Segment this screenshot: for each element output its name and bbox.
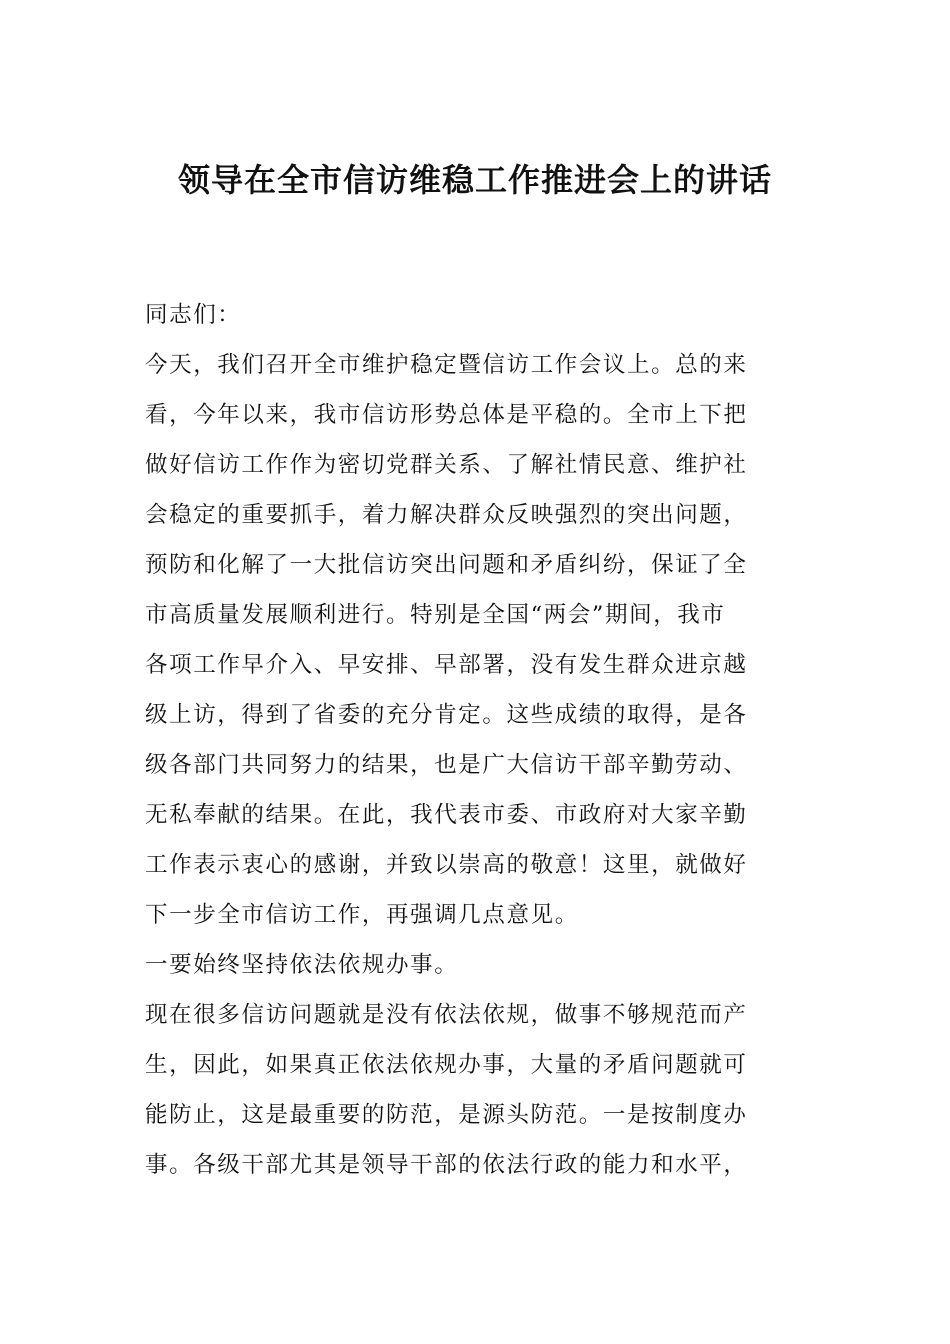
salutation-line: 同志们： <box>145 302 242 328</box>
body-line: 看，今年以来，我市信访形势总体是平稳的。全市上下把 <box>145 402 748 428</box>
body-line: 级上访，得到了省委的充分肯定。这些成绩的取得，是各 <box>145 702 748 728</box>
body-line: 能防止，这是最重要的防范，是源头防范。一是按制度办 <box>145 1102 748 1128</box>
body-line: 级各部门共同努力的结果，也是广大信访干部辛勤劳动、 <box>145 752 748 778</box>
body-line: 各项工作早介入、早安排、早部署，没有发生群众进京越 <box>145 652 748 678</box>
body-line: 会稳定的重要抓手，着力解决群众反映强烈的突出问题， <box>145 502 748 528</box>
body-line: 无私奉献的结果。在此，我代表市委、市政府对大家辛勤 <box>145 802 748 828</box>
body-line: 预防和化解了一大批信访突出问题和矛盾纠纷，保证了全 <box>145 552 748 578</box>
section-heading: 一要始终坚持依法依规办事。 <box>145 952 459 978</box>
body-line: 事。各级干部尤其是领导干部的依法行政的能力和水平， <box>145 1152 748 1178</box>
document-body <box>145 290 807 1190</box>
body-line: 现在很多信访问题就是没有依法依规，做事不够规范而产 <box>145 1002 748 1028</box>
body-line: 市高质量发展顺利进行。特别是全国“两会”期间，我市 <box>145 602 726 628</box>
document-title: 领导在全市信访维稳工作推进会上的讲话 <box>177 161 772 199</box>
body-line: 做好信访工作作为密切党群关系、了解社情民意、维护社 <box>145 452 748 478</box>
body-line: 今天，我们召开全市维护稳定暨信访工作会议上。总的来 <box>145 352 748 378</box>
body-line: 下一步全市信访工作，再强调几点意见。 <box>145 902 579 928</box>
body-line: 生，因此，如果真正依法依规办事，大量的矛盾问题就可 <box>145 1052 748 1078</box>
body-line: 工作表示衷心的感谢，并致以崇高的敬意！这里，就做好 <box>145 852 748 878</box>
